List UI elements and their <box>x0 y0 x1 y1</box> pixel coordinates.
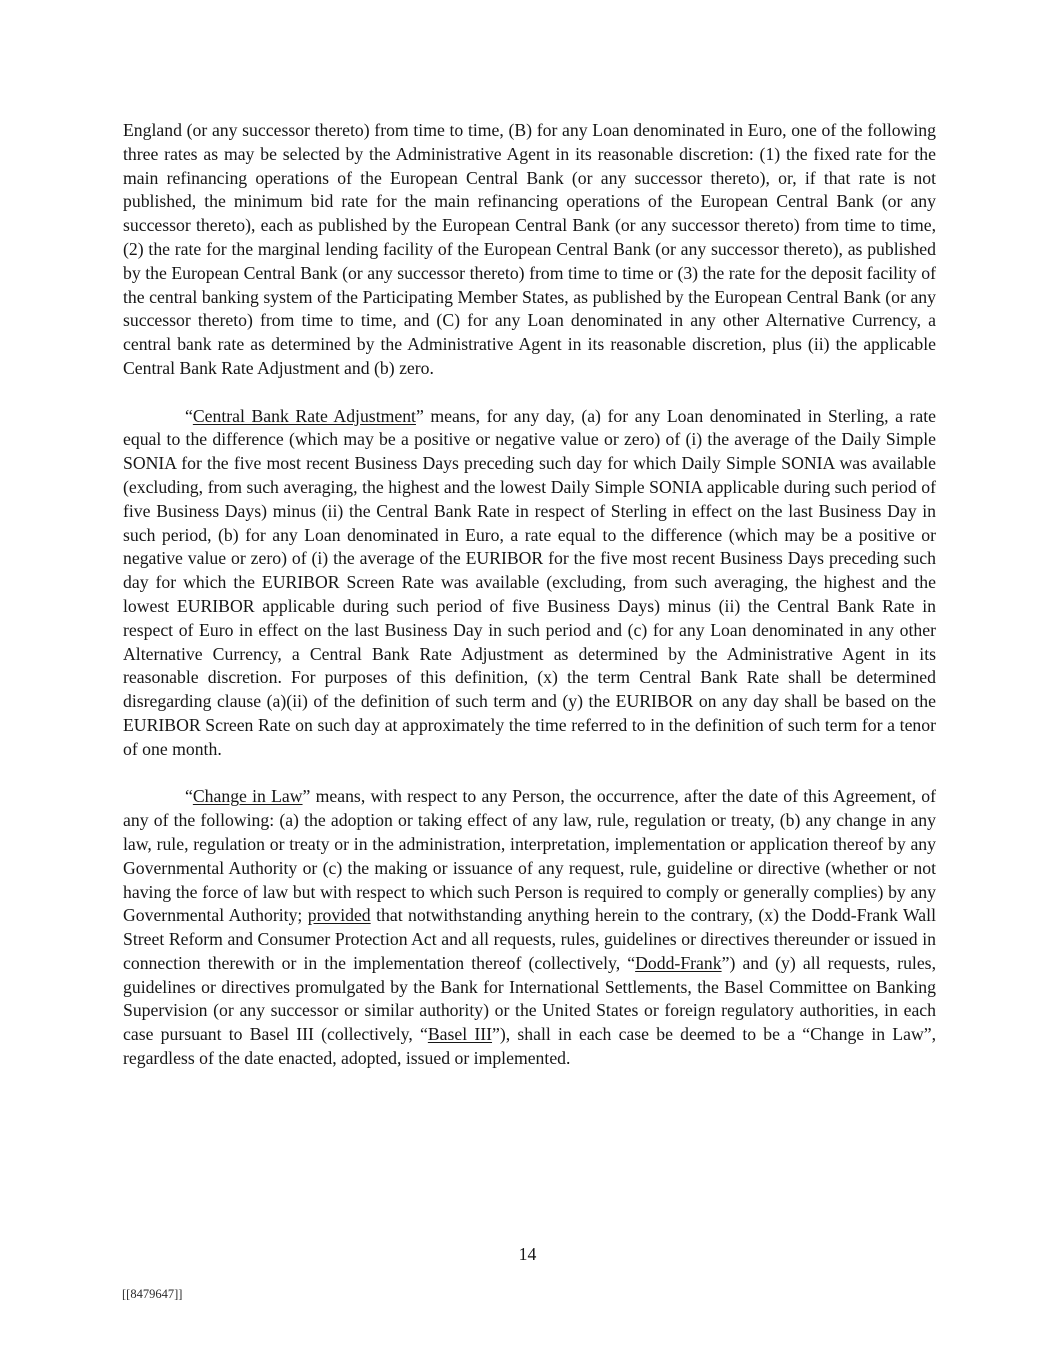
paragraph-text: that notwithstanding anything herein to the contrary, (x) the Dodd-Frank Wall Street Reform and Consumer Protection Act and all requests, rules, guidelines or directives thereunder or issued in connection therewith or in the implementation thereof (collectively, “ <box>123 905 936 973</box>
paragraph-change-in-law-definition <box>123 785 936 1071</box>
paragraph-text: “ <box>185 786 193 807</box>
paragraph-text: “ <box>185 405 193 426</box>
paragraph-central-bank-rate-continuation <box>123 119 936 381</box>
document-body <box>123 119 936 1095</box>
defined-term: Change in Law <box>192 786 303 807</box>
paragraph-central-bank-rate-adjustment-definition <box>123 405 936 762</box>
defined-term: Dodd-Frank <box>635 952 722 973</box>
paragraph-text: ” means, for any day, (a) for any Loan denominated in Sterling, a rate equal to the difference (which may be a positive or negative value or zero) of (i) the average of the Daily Simple SONIA for the five most recent Business Days preceding such day for which Daily Simple SONIA was available (excluding, from such averaging, the highest and the lowest Daily Simple SONIA applicable during such period of five Business Days) minus (ii) the Central Bank Rate in respect of Sterling in effect on the last Business Day in such period, (b) for any Loan denominated in Euro, a rate equal to the difference (which may be a positive or negative value or zero) of (i) the average of the EURIBOR for the five most recent Business Days preceding such day for which the EURIBOR Screen Rate was available (excluding, from such averaging, the highest and the lowest EURIBOR applicable during such period of five Business Days) minus (ii) the Central Bank Rate in respect of Euro in effect on the last Business Day in such period and (c) for any Loan denominated in any other Alternative Currency, a Central Bank Rate Adjustment as determined by the Administrative Agent in its reasonable discretion. For purposes of this definition, (x) the term Central Bank Rate shall be determined disregarding clause (a)(ii) of the definition of such term and (y) the EURIBOR on any day shall be based on the EURIBOR Screen Rate on such day at approximately the time referred to in the definition of such term for a tenor of one month. <box>123 405 937 759</box>
page-number: 14 <box>518 1244 537 1264</box>
paragraph-text: ” means, with respect to any Person, the occurrence, after the date of this Agreement, of any of the following: (a) the adoption or taking effect of any law, rule, regulation or treaty, (b) any change in any law, rule, regulation or treaty or in the administration, interpretation, implementation or application thereof by any Governmental Authority or (c) the making or issuance of any request, rule, guideline or directive (whether or not having the force of law but with respect to which such Person is required to comply or generally complies) by any Governmental Authority; <box>123 786 936 926</box>
paragraph-text: ”), shall in each case be deemed to be a “Change in Law”, regardless of the date enacted, adopted, issued or implemented. <box>123 1024 937 1069</box>
defined-term: Central Bank Rate Adjustment <box>192 405 416 426</box>
document-id-stamp: [[8479647]] <box>122 1287 183 1301</box>
paragraph-text: ”) and (y) all requests, rules, guidelines or directives promulgated by the Bank for International Settlements, the Basel Committee on Banking Supervision (or any successor or similar authority) or the United States or foreign regulatory authorities, in each case pursuant to Basel III (collectively, “ <box>123 952 936 1045</box>
defined-term: provided <box>307 905 371 926</box>
defined-term: Basel III <box>427 1024 493 1045</box>
paragraph-text: England (or any successor thereto) from time to time, (B) for any Loan denominated in Euro, one of the following three rates as may be selected by the Administrative Agent in its reasonable discretion: (1) the fixed rate for the main refinancing operations of the European Central Bank (or any successor thereto), or, if that rate is not published, the minimum bid rate for the main refinancing operations of the European Central Bank (or any successor thereto), each as published by the European Central Bank (or any successor thereto) from time to time, (2) the rate for the marginal lending facility of the European Central Bank (or any successor thereto), as published by the European Central Bank (or any successor thereto) from time to time or (3) the rate for the deposit facility of the central banking system of the Participating Member States, as published by the European Central Bank (or any successor thereto) from time to time, and (C) for any Loan denominated in any other Alternative Currency, a central bank rate as determined by the Administrative Agent in its reasonable discretion, plus (ii) the applicable Central Bank Rate Adjustment and (b) zero. <box>123 120 936 378</box>
